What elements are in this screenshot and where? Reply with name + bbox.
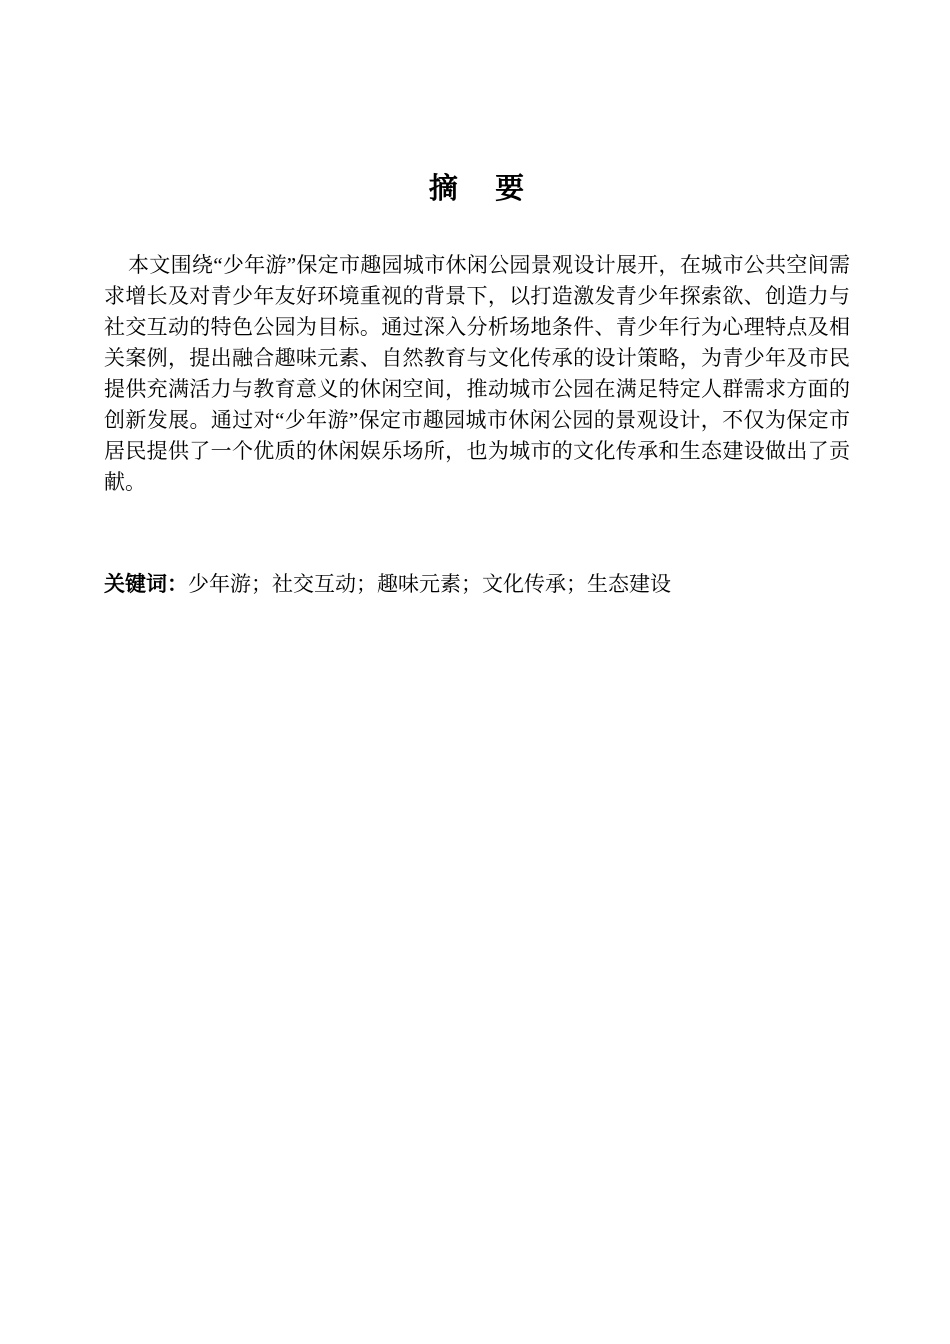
keywords-line <box>104 569 850 600</box>
keywords-label: 关键词： <box>104 573 188 596</box>
abstract-paragraph: 本文围绕“少年游”保定市趣园城市休闲公园景观设计展开，在城市公共空间需求增长及对青少年友好环境重视的背景下，以打造激发青少年探索欲、创造力与社交互动的特色公园为目标。通过深入分析场地条件、青少年行为心理特点及相关案例，提出融合趣味元素、自然教育与文化传承的设计策略，为青少年及市民提供充满活力与教育意义的休闲空间，推动城市公园在满足特定人群需求方面的创新发展。通过对“少年游”保定市趣园城市休闲公园的景观设计，不仅为保定市居民提供了一个优质的休闲娱乐场所，也为城市的文化传承和生态建设做出了贡献。 <box>104 253 850 494</box>
keywords-text: 少年游；社交互动；趣味元素；文化传承；生态建设 <box>188 572 671 596</box>
page-title: 摘 要 <box>428 173 526 205</box>
